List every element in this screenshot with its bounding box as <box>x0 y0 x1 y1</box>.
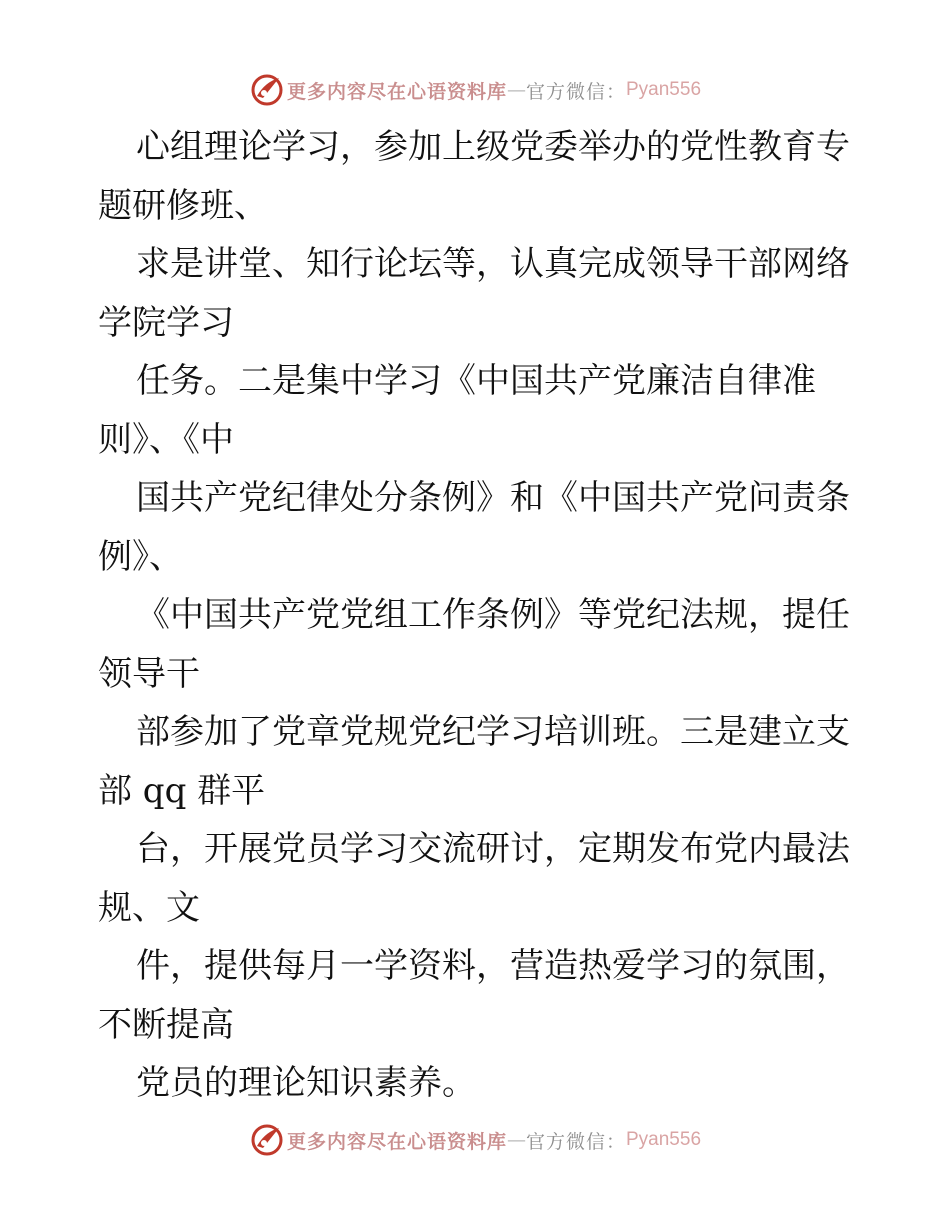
body-line: 例》、 <box>98 536 183 577</box>
body-line: 题研修班、 <box>98 185 268 226</box>
body-line: 《中国共产党党组工作条例》等党纪法规，提任 <box>136 595 850 635</box>
watermark-wechat-id: Pyan556 <box>626 79 702 100</box>
body-line: 国共产党纪律处分条例》和《中国共产党问责条 <box>136 478 850 518</box>
watermark-separator: — <box>506 1129 526 1151</box>
body-line: 党员的理论知识素养。 <box>136 1063 476 1103</box>
quill-seal-icon <box>249 72 285 108</box>
body-line: 部 qq 群平 <box>98 770 266 811</box>
body-line: 台，开展党员学习交流研讨，定期发布党内最法 <box>136 829 850 869</box>
body-line: 心组理论学习，参加上级党委举办的党性教育专 <box>136 127 850 167</box>
body-line: 规、文 <box>98 887 200 928</box>
body-line: 求是讲堂、知行论坛等，认真完成领导干部网络 <box>136 244 850 284</box>
body-line: 部参加了党章党规党纪学习培训班。三是建立支 <box>136 712 850 752</box>
body-line: 件，提供每月一学资料，营造热爱学习的氛围， <box>136 946 850 986</box>
watermark-text: 更多内容尽在心语资料库 <box>286 1130 507 1153</box>
watermark-wechat-label: 官方微信： <box>525 1130 626 1153</box>
document-body <box>98 118 878 1113</box>
body-line: 领导干 <box>98 653 200 694</box>
body-line: 任务。二是集中学习《中国共产党廉洁自律准 <box>136 361 816 401</box>
body-line: 学院学习 <box>98 302 234 343</box>
watermark-wechat-label: 官方微信： <box>525 80 626 103</box>
body-line: 则》、《中 <box>98 419 234 460</box>
watermark-text: 更多内容尽在心语资料库 <box>286 80 507 103</box>
watermark-wechat-id: Pyan556 <box>626 1129 702 1150</box>
watermark-separator: — <box>506 79 526 101</box>
body-line: 不断提高 <box>98 1004 234 1045</box>
header-watermark <box>0 70 950 110</box>
quill-seal-icon <box>249 1122 285 1158</box>
footer-watermark <box>0 1120 950 1160</box>
